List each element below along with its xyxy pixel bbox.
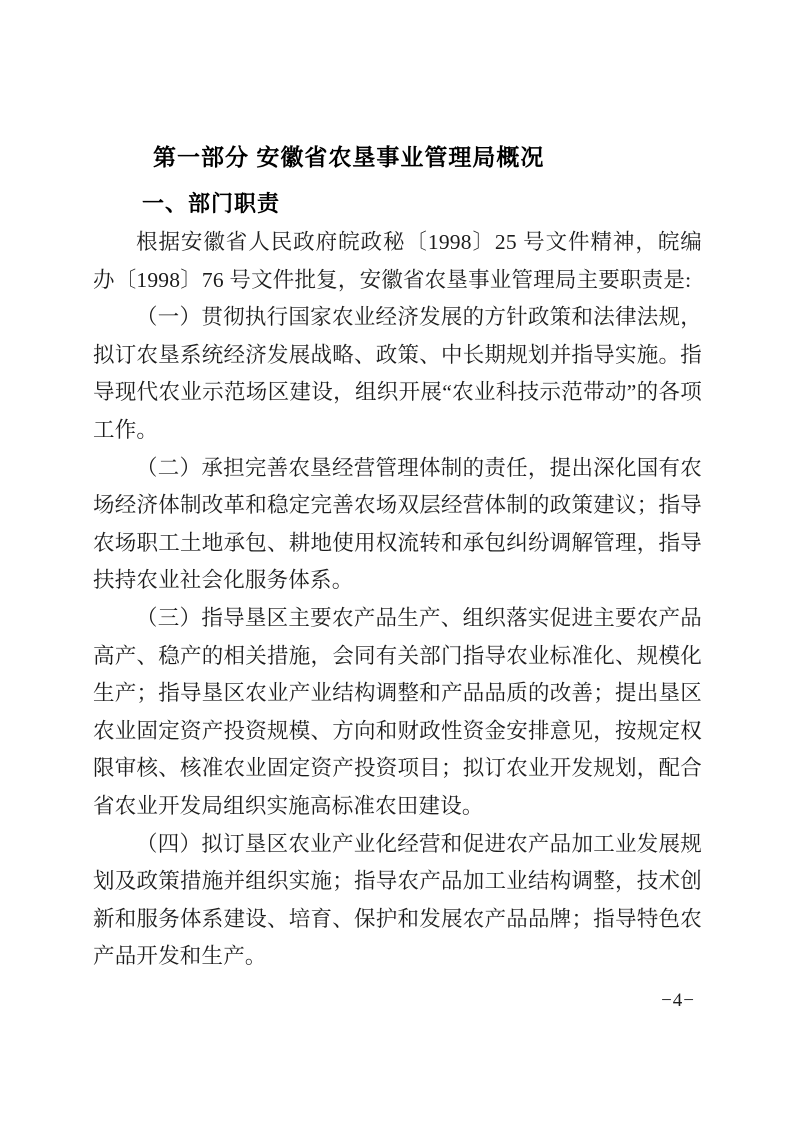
document-title: 第一部分 安徽省农垦事业管理局概况 — [153, 144, 545, 170]
page-number: −4− — [661, 990, 695, 1011]
paragraph-duty-2: （二）承担完善农垦经营管理体制的责任，提出深化国有农场经济体制改革和稳定完善农场双层经营体制的政策建议；指导农场职工土地承包、耕地使用权流转和承包纠纷调解管理，指导扶持农业社会化服务体系。 — [93, 455, 702, 593]
section-heading: 一、部门职责 — [142, 191, 281, 216]
paragraph-duty-3: （三）指导垦区主要农产品生产、组织落实促进主要农产品高产、稳产的相关措施，会同有关部门指导农业标准化、规模化生产；指导垦区农业产业结构调整和产品品质的改善；提出垦区农业固定资产投资规模、方向和财政性资金安排意见，按规定权限审核、核准农业固定资产投资项目；拟订农业开发规划，配合省农业开发局组织实施高标准农田建设。 — [93, 605, 702, 818]
paragraph-intro: 根据安徽省人民政府皖政秘〔1998〕25 号文件精神，皖编办〔1998〕76 号文件批复，安徽省农垦事业管理局主要职责是: — [93, 230, 702, 292]
paragraph-duty-1: （一）贯彻执行国家农业经济发展的方针政策和法律法规，拟订农垦系统经济发展战略、政策、中长期规划并指导实施。指导现代农业示范场区建设，组织开展“农业科技示范带动”的各项工作。 — [93, 305, 702, 442]
body-text — [93, 224, 702, 976]
document-content — [93, 145, 702, 976]
paragraph-duty-4: （四）拟订垦区农业产业化经营和促进农产品加工业发展规划及政策措施并组织实施；指导农产品加工业结构调整，技术创新和服务体系建设、培育、保护和发展农产品品牌；指导特色农产品开发和生产。 — [93, 831, 702, 969]
